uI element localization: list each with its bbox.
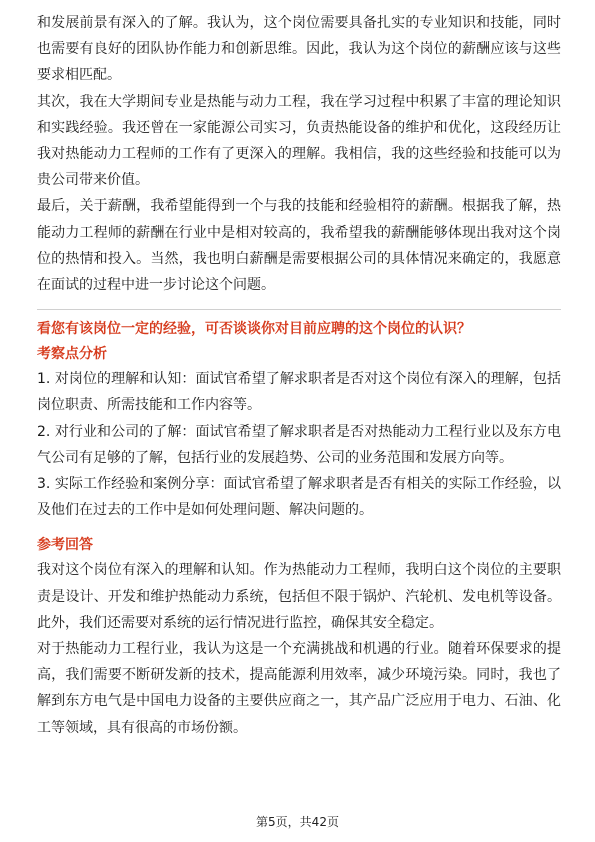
- analysis-heading: 考察点分析: [37, 346, 107, 363]
- intro-paragraph: 和发展前景有深入的了解。我认为，这个岗位需要具备扎实的专业知识和技能，同时也需要有良好的团队协作能力和创新思维。因此，我认为这个岗位的薪酬应该与这些要求相匹配。: [37, 15, 561, 84]
- analysis-point: 1. 对岗位的理解和认知：面试官希望了解求职者是否对这个岗位有深入的理解，包括岗位职责、所需技能和工作内容等。: [37, 371, 561, 414]
- intro-paragraph: 其次，我在大学期间专业是热能与动力工程，我在学习过程中积累了丰富的理论知识和实践经验。我还曾在一家能源公司实习，负责热能设备的维护和优化，这段经历让我对热能动力工程师的工作有了更深入的理解。我相信，我的这些经验和技能可以为贵公司带来价值。: [37, 93, 561, 189]
- answer-paragraph: 对于热能动力工程行业，我认为这是一个充满挑战和机遇的行业。随着环保要求的提高，我们需要不断研发新的技术，提高能源利用效率，减少环境污染。同时，我也了解到东方电气是中国电力设备的主要供应商之一，其产品广泛应用于电力、石油、化工等领域，具有很高的市场份额。: [37, 641, 561, 736]
- interview-question: 看您有该岗位一定的经验，可否谈谈你对目前应聘的这个岗位的认识？: [37, 321, 471, 338]
- answer-paragraph: 我对这个岗位有深入的理解和认知。作为热能动力工程师，我明白这个岗位的主要职责是设计、开发和维护热能动力系统，包括但不限于锅炉、汽轮机、发电机等设备。此外，我们还需要对系统的运行情况进行监控，确保其安全稳定。: [37, 562, 561, 631]
- page-number-footer: 第5页，共42页: [256, 815, 339, 829]
- answer-section: [37, 533, 561, 740]
- intro-paragraph: 最后，关于薪酬，我希望能得到一个与我的技能和经验相符的薪酬。根据我了解，热能动力工程师的薪酬在行业中是相对较高的，我希望我的薪酬能够体现出我对这个岗位的热情和投入。当然，我也明白薪酬是需要根据公司的具体情况来确定的，我愿意在面试的过程中进一步讨论这个问题。: [37, 198, 561, 294]
- analysis-point: 2. 对行业和公司的了解：面试官希望了解求职者是否对热能动力工程行业以及东方电气公司有足够的了解，包括行业的发展趋势、公司的业务范围和发展方向等。: [37, 423, 561, 466]
- intro-section: [37, 10, 561, 298]
- analysis-point: 3. 实际工作经验和案例分享：面试官希望了解求职者是否有相关的实际工作经验，以及他们在过去的工作中是如何处理问题、解决问题的。: [37, 476, 561, 519]
- answer-heading: 参考回答: [37, 537, 93, 554]
- section-divider: [37, 309, 561, 310]
- document-page: [37, 10, 561, 741]
- analysis-section: [37, 342, 561, 523]
